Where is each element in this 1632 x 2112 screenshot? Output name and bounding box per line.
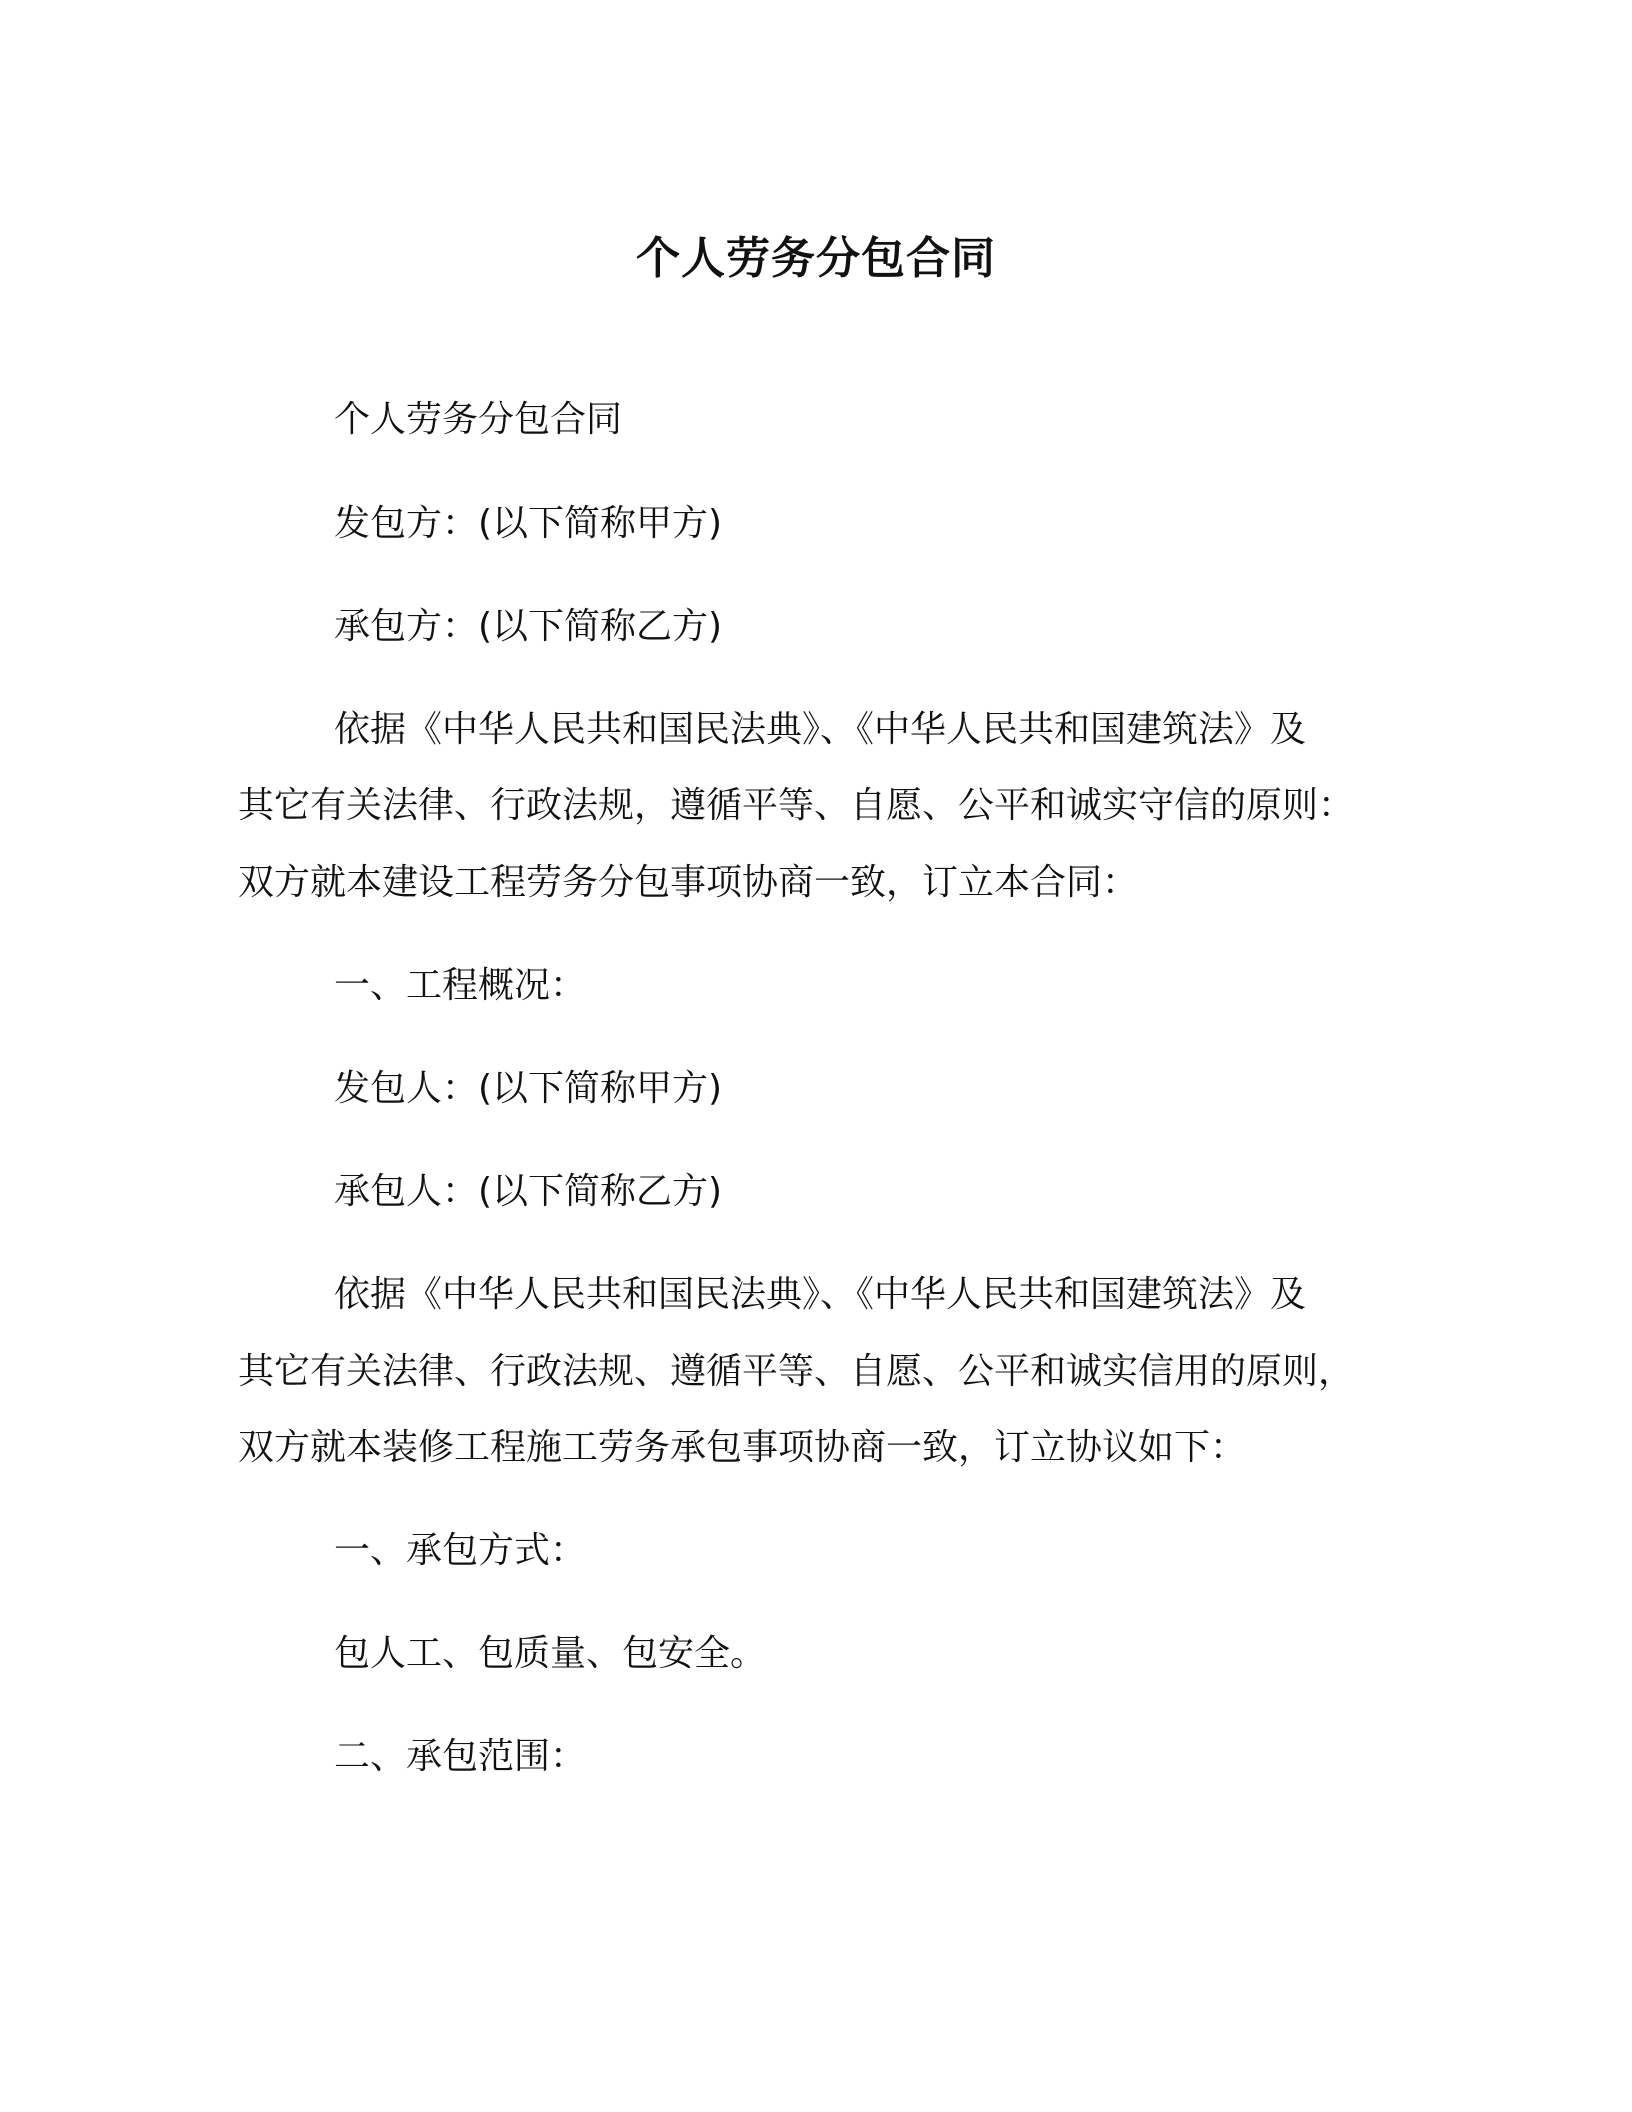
party-b-line: 承包方：(以下简称乙方) <box>334 606 723 647</box>
paragraph-line: 双方就本建设工程劳务分包事项协商一致，订立本合同： <box>238 862 1139 903</box>
section-heading: 二、承包范围： <box>334 1736 587 1777</box>
contract-scope-line: 包人工、包质量、包安全。 <box>334 1633 767 1674</box>
section-heading: 一、工程概况： <box>334 965 587 1006</box>
contractor-line: 承包人：(以下简称乙方) <box>334 1171 723 1212</box>
employer-line: 发包人：(以下简称甲方) <box>334 1068 723 1109</box>
paragraph-line: 双方就本装修工程施工劳务承包事项协商一致，订立协议如下： <box>238 1427 1247 1468</box>
party-a-line: 发包方：(以下简称甲方) <box>334 503 723 544</box>
doc-subtitle: 个人劳务分包合同 <box>334 399 623 440</box>
document-title: 个人劳务分包合同 <box>636 233 996 284</box>
paragraph-line: 依据《中华人民共和国民法典》、《中华人民共和国建筑法》及 <box>334 709 1307 750</box>
paragraph-line: 其它有关法律、行政法规，遵循平等、自愿、公平和诚实守信的原则： <box>238 785 1355 826</box>
paragraph-line: 依据《中华人民共和国民法典》、《中华人民共和国建筑法》及 <box>334 1274 1307 1315</box>
section-heading: 一、承包方式： <box>334 1530 587 1571</box>
paragraph-line: 其它有关法律、行政法规、遵循平等、自愿、公平和诚实信用的原则， <box>238 1351 1355 1392</box>
